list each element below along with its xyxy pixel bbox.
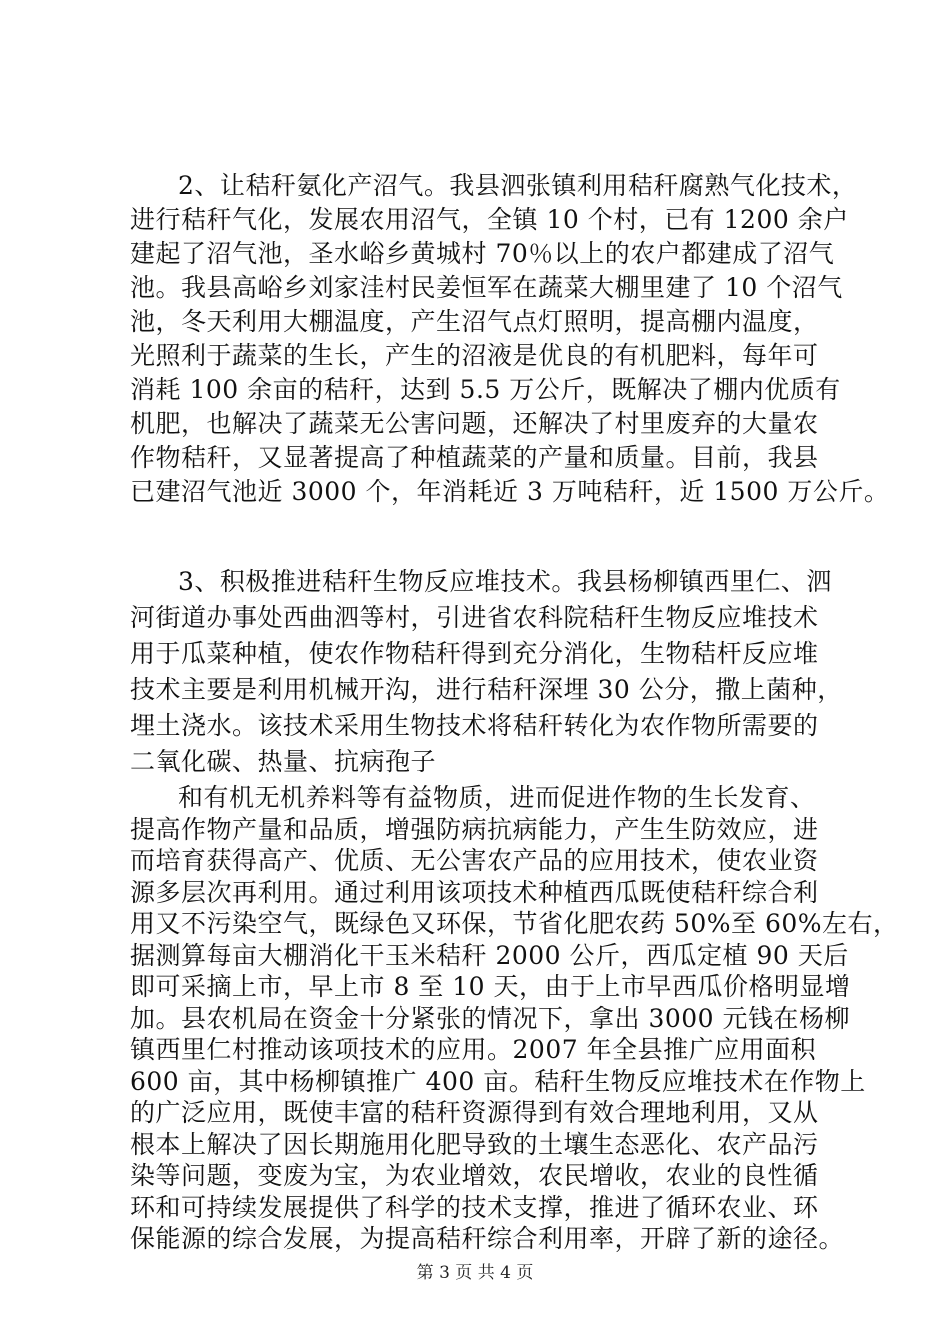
text-line: 河街道办事处西曲泗等村，引进省农科院秸秆生物反应堆技术	[130, 603, 819, 632]
text-line: 加。县农机局在资金十分紧张的情况下，拿出 3000 元钱在杨柳	[130, 1003, 851, 1033]
text-line: 而培育获得高产、优质、无公害农产品的应用技术，使农业资	[130, 846, 819, 875]
text-line: 2、让秸秆氨化产沼气。我县泗张镇利用秸秆腐熟气化技术，	[178, 171, 858, 200]
text-line: 埋土浇水。该技术采用生物技术将秸秆转化为农作物所需要的	[130, 711, 819, 740]
text-line: 保能源的综合发展，为提高秸秆综合利用率，开辟了新的途径。	[130, 1224, 845, 1253]
text-line: 根本上解决了因长期施用化肥导致的土壤生态恶化、农产品污	[130, 1129, 819, 1159]
text-line: 3、积极推进秸秆生物反应堆技术。我县杨柳镇西里仁、泗	[178, 567, 832, 596]
text-line: 池。我县高峪乡刘家洼村民姜恒军在蔬菜大棚里建了 10 个沼气	[130, 273, 843, 302]
text-line: 600 亩，其中杨柳镇推广 400 亩。秸秆生物反应堆技术在作物上	[130, 1066, 866, 1096]
text-line: 和有机无机养料等有益物质，进而促进作物的生长发育、	[178, 783, 816, 812]
text-line: 二氧化碳、热量、抗病孢子	[130, 747, 437, 776]
text-line: 源多层次再利用。通过利用该项技术种植西瓜既使秸秆综合利	[130, 877, 819, 907]
text-line: 镇西里仁村推动该项技术的应用。2007 年全县推广应用面积	[130, 1035, 817, 1064]
text-line: 提高作物产量和品质，增强防病抗病能力，产生生防效应，进	[130, 814, 819, 844]
text-line: 池，冬天利用大棚温度，产生沼气点灯照明，提高棚内温度，	[130, 307, 819, 336]
text-line: 用于瓜菜种植，使农作物秸秆得到充分消化，生物秸杆反应堆	[130, 639, 819, 668]
text-line: 光照利于蔬菜的生长，产生的沼液是优良的有机肥料，每年可	[130, 341, 819, 370]
text-line: 作物秸秆，又显著提高了种植蔬菜的产量和质量。目前，我县	[130, 443, 819, 472]
page-number-footer: 第 3 页 共 4 页	[416, 1263, 534, 1283]
text-line: 据测算每亩大棚消化干玉米秸秆 2000 公斤，西瓜定植 90 天后	[130, 940, 849, 970]
text-line: 的广泛应用，既使丰富的秸秆资源得到有效合理地利用，又从	[130, 1098, 819, 1127]
text-line: 建起了沼气池，圣水峪乡黄城村 70％以上的农户都建成了沼气	[130, 239, 835, 268]
text-line: 环和可持续发展提供了科学的技术支撑，推进了循环农业、环	[130, 1192, 819, 1222]
text-line: 用又不污染空气，既绿色又环保，节省化肥农药 50%至 60%左右，	[130, 909, 899, 938]
text-line: 技术主要是利用机械开沟，进行秸秆深埋 30 公分，撒上菌种，	[130, 675, 843, 704]
text-line: 进行秸秆气化，发展农用沼气，全镇 10 个村，已有 1200 余户	[130, 205, 849, 234]
text-line: 即可采摘上市，早上市 8 至 10 天，由于上市早西瓜价格明显增	[130, 972, 851, 1001]
text-line: 染等问题，变废为宝，为农业增效，农民增收，农业的良性循	[130, 1161, 819, 1190]
text-line: 已建沼气池近 3000 个，年消耗近 3 万吨秸秆，近 1500 万公斤。	[130, 477, 890, 506]
text-line: 消耗 100 余亩的秸秆，达到 5.5 万公斤，既解决了棚内优质有	[130, 375, 841, 404]
text-line: 机肥，也解决了蔬菜无公害问题，还解决了村里废弃的大量农	[130, 409, 819, 438]
